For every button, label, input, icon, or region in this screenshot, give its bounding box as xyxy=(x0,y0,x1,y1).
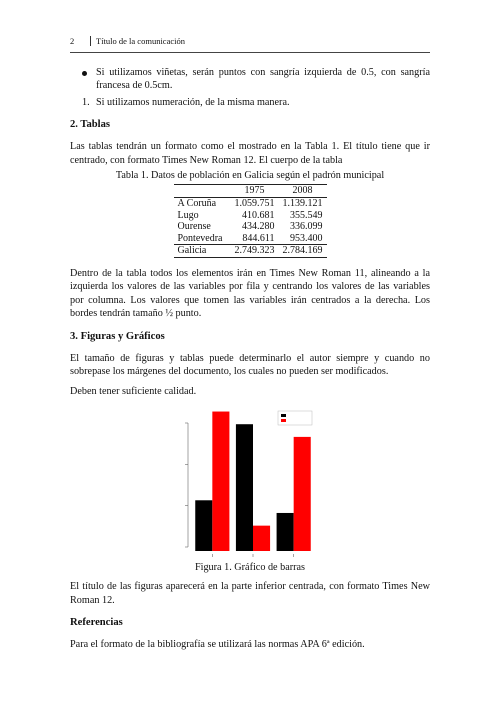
chart-bar xyxy=(212,411,229,550)
tables-description: Dentro de la tabla todos los elementos irán en Times New Roman 11, alineando a la izquierda los valores de las variables por fila y centrando los valores de las variables por columna. Los valores que tomen las variables irán centrados a la derecha. Los bordes tendrán tamaño ½ punto. xyxy=(70,268,430,320)
page-number: 2 xyxy=(70,36,75,46)
bar-chart xyxy=(70,403,430,561)
table-cell: Pontevedra xyxy=(177,232,223,244)
bullet-list-item xyxy=(70,66,430,93)
table-cell: 434.280 xyxy=(242,221,275,233)
legend-swatch xyxy=(281,414,286,417)
section-heading-references: Referencias xyxy=(70,617,123,629)
page-body xyxy=(70,66,430,658)
chart-bar xyxy=(236,424,253,551)
chart-bar xyxy=(277,513,294,551)
figures-paragraph: El tamaño de figuras y tablas puede determinarlo el autor siempre y cuando no sobrepase los márgenes del documento, los cuales no pueden ser modificados. xyxy=(70,352,430,378)
page-header xyxy=(70,34,430,48)
table-row xyxy=(174,210,327,222)
section-heading-tables: 2. Tablas xyxy=(70,119,111,131)
table-row xyxy=(174,221,327,233)
table-header-cell xyxy=(174,185,231,198)
table-cell: Galicia xyxy=(174,245,231,258)
table-cell: A Coruña xyxy=(177,198,217,210)
table-cell: 844.611 xyxy=(242,232,275,244)
chart-bars xyxy=(195,411,310,550)
running-title: Título de la comunicación xyxy=(96,36,185,46)
references-text: Para el formato de la bibliografía se utilizará las normas APA 6ª edición. xyxy=(70,639,365,651)
bullet-icon xyxy=(82,71,87,76)
bar-chart-figure xyxy=(70,403,430,561)
header-separator xyxy=(90,36,91,46)
table-cell: Ourense xyxy=(177,221,211,233)
table-cell: 336.099 xyxy=(290,221,323,233)
table-header-row xyxy=(174,185,327,198)
figures-caption-note: El título de las figuras aparecerá en la parte inferior centrada, con formato Times New Roman 12. xyxy=(70,581,430,606)
section-heading-figures: 3. Figuras y Gráficos xyxy=(70,330,165,342)
table-header-cell: 2008 xyxy=(279,185,327,198)
table-caption: Tabla 1. Datos de población en Galicia según el padrón municipal xyxy=(115,170,385,182)
population-table xyxy=(174,184,327,258)
chart-bar xyxy=(294,437,311,551)
list-number: 1. xyxy=(82,96,90,108)
numbered-list-item xyxy=(70,96,430,109)
table-cell: 1.139.121 xyxy=(282,198,323,210)
bullet-text: Si utilizamos viñetas, serán puntos con sangría izquierda de 0.5, con sangría francesa de 0.5cm. xyxy=(96,67,430,92)
table-header-cell: 1975 xyxy=(231,185,279,198)
table-cell: 410.681 xyxy=(242,209,275,221)
chart-bar xyxy=(195,500,212,551)
header-rule xyxy=(70,52,430,53)
table-cell: 2.749.323 xyxy=(231,245,279,258)
chart-legend xyxy=(278,411,312,425)
table-cell: 2.784.169 xyxy=(279,245,327,258)
legend-swatch xyxy=(281,419,286,422)
figures-quality-note: Deben tener suficiente calidad. xyxy=(70,386,197,398)
chart-bar xyxy=(253,525,270,550)
numbered-text: Si utilizamos numeración, de la misma manera. xyxy=(96,96,290,108)
legend-box xyxy=(278,411,312,425)
table-cell: 1.059.751 xyxy=(234,198,275,210)
figure-caption: Figura 1. Gráfico de barras xyxy=(194,561,306,573)
table-cell: Lugo xyxy=(177,209,199,221)
table-row xyxy=(174,233,327,245)
tables-intro: Las tablas tendrán un formato como el mostrado en la Tabla 1. El título tiene que ir centrado, con formato Times New Roman 12. El cuerpo de la tabla xyxy=(70,141,430,166)
table-row xyxy=(174,198,327,210)
table-cell: 953.400 xyxy=(290,232,323,244)
table-row-total xyxy=(174,245,327,258)
table-cell: 355.549 xyxy=(290,209,323,221)
